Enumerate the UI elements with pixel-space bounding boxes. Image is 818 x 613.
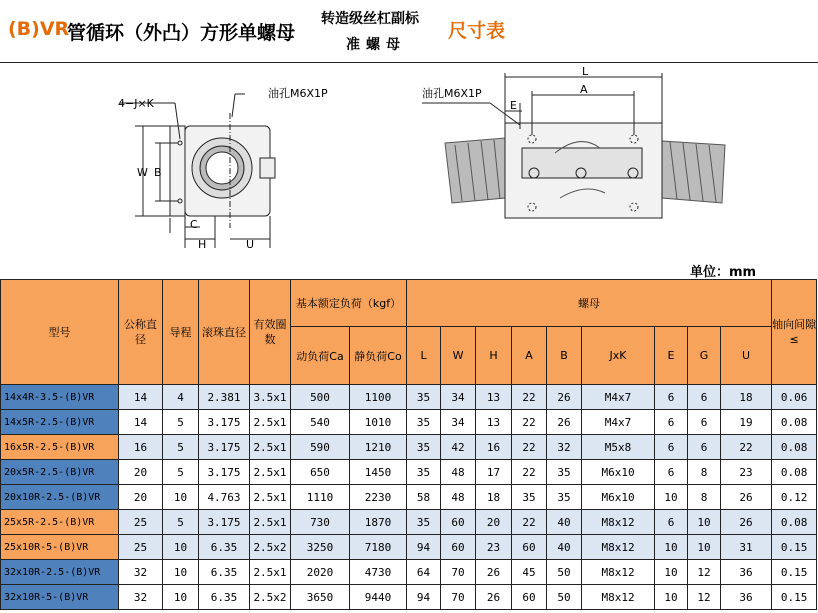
cell-h: 13	[476, 385, 512, 410]
cell-dynamic-load: 650	[291, 460, 350, 485]
cell-b: 40	[547, 510, 582, 535]
cell-l: 35	[407, 385, 441, 410]
cell-u: 31	[721, 535, 772, 560]
cell-turns: 2.5x1	[250, 460, 291, 485]
cell-ball-diameter: 6.35	[199, 560, 250, 585]
table-row	[1, 435, 817, 460]
cell-l: 58	[407, 485, 441, 510]
header-jxk: JxK	[582, 327, 655, 385]
page-title: 管循环（外凸）方形单螺母	[67, 22, 296, 44]
title-prefix: (B)VR	[8, 18, 70, 40]
table-row	[1, 535, 817, 560]
cell-ball-diameter: 3.175	[199, 410, 250, 435]
cell-b: 40	[547, 535, 582, 560]
header-a: A	[512, 327, 547, 385]
cell-e: 10	[655, 560, 688, 585]
page-header	[0, 0, 818, 63]
cell-nominal-diameter: 25	[119, 535, 163, 560]
cell-e: 6	[655, 385, 688, 410]
cell-dynamic-load: 3250	[291, 535, 350, 560]
cell-e: 10	[655, 585, 688, 610]
cell-e: 6	[655, 410, 688, 435]
label-e: E	[510, 99, 517, 112]
cell-dynamic-load: 730	[291, 510, 350, 535]
cell-b: 50	[547, 560, 582, 585]
header-static-load: 静负荷Co	[350, 327, 407, 385]
cell-u: 36	[721, 585, 772, 610]
cell-static-load: 7180	[350, 535, 407, 560]
cell-dynamic-load: 3650	[291, 585, 350, 610]
cell-dynamic-load: 540	[291, 410, 350, 435]
cell-g: 10	[688, 535, 721, 560]
label-oil-hole-right: 油孔M6X1P	[422, 87, 482, 100]
cell-h: 18	[476, 485, 512, 510]
cell-nominal-diameter: 25	[119, 510, 163, 535]
unit-label: 单位：mm	[690, 265, 757, 280]
cell-model: 14x4R-3.5-(B)VR	[1, 385, 119, 410]
cell-e: 6	[655, 510, 688, 535]
cell-h: 23	[476, 535, 512, 560]
cell-jxk: M8x12	[582, 510, 655, 535]
cell-a: 22	[512, 510, 547, 535]
cell-u: 19	[721, 410, 772, 435]
header-ball-diameter: 滚珠直径	[199, 280, 250, 385]
cell-dynamic-load: 590	[291, 435, 350, 460]
cell-ball-diameter: 6.35	[199, 585, 250, 610]
cell-ball-diameter: 3.175	[199, 510, 250, 535]
cell-nominal-diameter: 14	[119, 385, 163, 410]
cell-axial-clearance: 0.12	[772, 485, 817, 510]
cell-ball-diameter: 6.35	[199, 535, 250, 560]
cell-w: 42	[441, 435, 476, 460]
label-b: B	[154, 166, 162, 179]
header-g: G	[688, 327, 721, 385]
cell-l: 35	[407, 460, 441, 485]
cell-turns: 3.5x1	[250, 385, 291, 410]
cell-l: 35	[407, 410, 441, 435]
cell-turns: 2.5x2	[250, 535, 291, 560]
cell-w: 48	[441, 460, 476, 485]
header-load-group: 基本额定负荷（kgf）	[291, 280, 407, 327]
header-w: W	[441, 327, 476, 385]
cell-axial-clearance: 0.08	[772, 460, 817, 485]
label-l: L	[582, 65, 589, 78]
cell-model: 32x10R-5-(B)VR	[1, 585, 119, 610]
header-h: H	[476, 327, 512, 385]
cell-axial-clearance: 0.08	[772, 410, 817, 435]
cell-w: 34	[441, 410, 476, 435]
header-lead: 导程	[163, 280, 199, 385]
cell-g: 6	[688, 385, 721, 410]
cell-lead: 5	[163, 460, 199, 485]
cell-l: 94	[407, 585, 441, 610]
cell-a: 22	[512, 385, 547, 410]
cell-u: 26	[721, 485, 772, 510]
cell-h: 16	[476, 435, 512, 460]
cell-turns: 2.5x2	[250, 585, 291, 610]
cell-e: 6	[655, 435, 688, 460]
table-row	[1, 560, 817, 585]
cell-jxk: M8x12	[582, 560, 655, 585]
header-u: U	[721, 327, 772, 385]
label-oil-hole-left: 油孔M6X1P	[268, 87, 328, 100]
cell-g: 8	[688, 485, 721, 510]
cell-u: 18	[721, 385, 772, 410]
cell-turns: 2.5x1	[250, 435, 291, 460]
cell-w: 34	[441, 385, 476, 410]
cell-u: 23	[721, 460, 772, 485]
header-effective-turns: 有效圈数	[250, 280, 291, 385]
cell-g: 6	[688, 410, 721, 435]
cell-dynamic-load: 2020	[291, 560, 350, 585]
cell-model: 14x5R-2.5-(B)VR	[1, 410, 119, 435]
cell-u: 22	[721, 435, 772, 460]
cell-a: 22	[512, 410, 547, 435]
cell-model: 25x5R-2.5-(B)VR	[1, 510, 119, 535]
cell-l: 94	[407, 535, 441, 560]
spec-table	[0, 279, 817, 610]
cell-axial-clearance: 0.15	[772, 535, 817, 560]
cell-h: 20	[476, 510, 512, 535]
cell-e: 10	[655, 535, 688, 560]
cell-ball-diameter: 3.175	[199, 460, 250, 485]
cell-ball-diameter: 2.381	[199, 385, 250, 410]
cell-w: 60	[441, 535, 476, 560]
cell-nominal-diameter: 32	[119, 560, 163, 585]
cell-a: 60	[512, 535, 547, 560]
table-row	[1, 585, 817, 610]
cell-g: 8	[688, 460, 721, 485]
label-u: U	[246, 238, 255, 251]
cell-static-load: 1870	[350, 510, 407, 535]
cell-b: 35	[547, 485, 582, 510]
cell-axial-clearance: 0.15	[772, 560, 817, 585]
cell-ball-diameter: 4.763	[199, 485, 250, 510]
table-row	[1, 385, 817, 410]
cell-w: 48	[441, 485, 476, 510]
cell-jxk: M8x12	[582, 535, 655, 560]
cell-jxk: M4x7	[582, 385, 655, 410]
cell-h: 13	[476, 410, 512, 435]
cell-dynamic-load: 1110	[291, 485, 350, 510]
cell-a: 60	[512, 585, 547, 610]
label-c: C	[190, 218, 198, 231]
cell-axial-clearance: 0.08	[772, 510, 817, 535]
header-e: E	[655, 327, 688, 385]
cell-model: 16x5R-2.5-(B)VR	[1, 435, 119, 460]
cell-e: 10	[655, 485, 688, 510]
cell-jxk: M8x12	[582, 585, 655, 610]
cell-static-load: 1100	[350, 385, 407, 410]
label-w: W	[137, 166, 148, 179]
cell-lead: 10	[163, 535, 199, 560]
cell-static-load: 1010	[350, 410, 407, 435]
spec-table-body	[1, 385, 817, 610]
cell-model: 20x10R-2.5-(B)VR	[1, 485, 119, 510]
cell-g: 6	[688, 435, 721, 460]
cell-l: 35	[407, 435, 441, 460]
cell-b: 50	[547, 585, 582, 610]
cell-a: 35	[512, 485, 547, 510]
cell-w: 70	[441, 585, 476, 610]
cell-lead: 10	[163, 560, 199, 585]
cell-jxk: M4x7	[582, 410, 655, 435]
cell-ball-diameter: 3.175	[199, 435, 250, 460]
subtitle-line1: 转造级丝杠副标	[321, 11, 419, 27]
cell-b: 26	[547, 410, 582, 435]
label-h: H	[198, 238, 207, 251]
label-kxj: 4−J×K	[118, 97, 154, 110]
header-model: 型号	[1, 280, 119, 385]
cell-static-load: 4730	[350, 560, 407, 585]
table-row	[1, 460, 817, 485]
cell-axial-clearance: 0.08	[772, 435, 817, 460]
cell-lead: 5	[163, 510, 199, 535]
header-axial-clearance: 轴向间隙≤	[772, 280, 817, 385]
cell-axial-clearance: 0.06	[772, 385, 817, 410]
cell-axial-clearance: 0.15	[772, 585, 817, 610]
cell-l: 64	[407, 560, 441, 585]
cell-l: 35	[407, 510, 441, 535]
cell-b: 32	[547, 435, 582, 460]
cell-g: 12	[688, 560, 721, 585]
cell-w: 70	[441, 560, 476, 585]
cell-jxk: M5x8	[582, 435, 655, 460]
size-table-label: 尺寸表	[448, 20, 506, 42]
header-l: L	[407, 327, 441, 385]
cell-model: 25x10R-5-(B)VR	[1, 535, 119, 560]
cell-model: 32x10R-2.5-(B)VR	[1, 560, 119, 585]
cell-jxk: M6x10	[582, 485, 655, 510]
cell-nominal-diameter: 20	[119, 485, 163, 510]
cell-nominal-diameter: 20	[119, 460, 163, 485]
subtitle-line2: 准螺母	[346, 37, 406, 53]
cell-g: 10	[688, 510, 721, 535]
cell-lead: 5	[163, 435, 199, 460]
cell-lead: 10	[163, 585, 199, 610]
cell-h: 26	[476, 585, 512, 610]
cell-lead: 10	[163, 485, 199, 510]
label-a: A	[580, 83, 588, 96]
cell-u: 26	[721, 510, 772, 535]
table-row	[1, 410, 817, 435]
cell-nominal-diameter: 32	[119, 585, 163, 610]
cell-w: 60	[441, 510, 476, 535]
table-row	[1, 510, 817, 535]
header-nominal-diameter: 公称直径	[119, 280, 163, 385]
cell-turns: 2.5x1	[250, 560, 291, 585]
cell-lead: 4	[163, 385, 199, 410]
cell-static-load: 9440	[350, 585, 407, 610]
header-nut-group: 螺母	[407, 280, 772, 327]
cell-model: 20x5R-2.5-(B)VR	[1, 460, 119, 485]
cell-b: 35	[547, 460, 582, 485]
cell-dynamic-load: 500	[291, 385, 350, 410]
cell-static-load: 1450	[350, 460, 407, 485]
header-dynamic-load: 动负荷Ca	[291, 327, 350, 385]
cell-lead: 5	[163, 410, 199, 435]
cell-nominal-diameter: 14	[119, 410, 163, 435]
cell-static-load: 2230	[350, 485, 407, 510]
cell-turns: 2.5x1	[250, 510, 291, 535]
header-b: B	[547, 327, 582, 385]
cell-static-load: 1210	[350, 435, 407, 460]
cell-jxk: M6x10	[582, 460, 655, 485]
cell-a: 22	[512, 435, 547, 460]
cell-nominal-diameter: 16	[119, 435, 163, 460]
technical-drawing	[0, 63, 818, 259]
cell-a: 22	[512, 460, 547, 485]
table-row	[1, 485, 817, 510]
cell-h: 17	[476, 460, 512, 485]
cell-e: 6	[655, 460, 688, 485]
cell-a: 45	[512, 560, 547, 585]
cell-turns: 2.5x1	[250, 410, 291, 435]
cell-turns: 2.5x1	[250, 485, 291, 510]
cell-b: 26	[547, 385, 582, 410]
cell-g: 12	[688, 585, 721, 610]
cell-h: 26	[476, 560, 512, 585]
cell-u: 36	[721, 560, 772, 585]
